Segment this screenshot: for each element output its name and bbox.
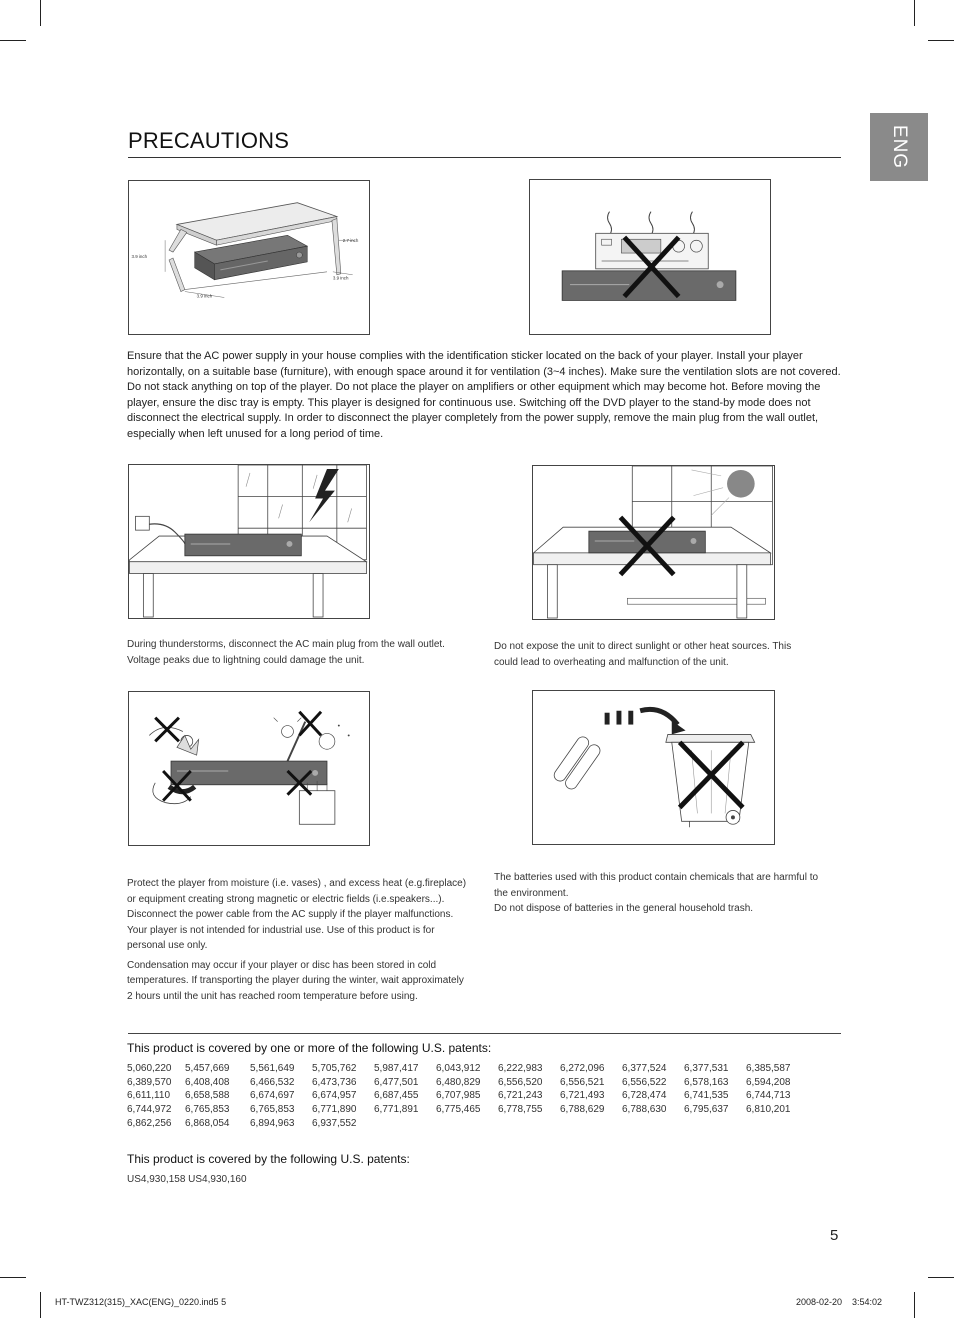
patent-number: 6,765,853 bbox=[185, 1104, 230, 1116]
battery-caption bbox=[494, 870, 834, 917]
clearance-label-top: 2.7 inch bbox=[342, 238, 359, 244]
patent-number: 6,556,522 bbox=[622, 1076, 667, 1088]
clearance-label-right: 3.9 inch bbox=[332, 275, 349, 281]
patent-number: 6,741,535 bbox=[684, 1090, 729, 1102]
patent-number: 6,744,713 bbox=[746, 1090, 791, 1102]
moisture-caption bbox=[127, 876, 467, 1004]
patent-number: 6,466,532 bbox=[250, 1076, 295, 1088]
patent-number: 6,480,829 bbox=[436, 1076, 481, 1088]
crop-mark bbox=[0, 1277, 26, 1278]
thunderstorm-caption-text: During thunderstorms, disconnect the AC main plug from the wall outlet. Voltage peaks due to lightning could damage the unit. bbox=[127, 639, 445, 666]
patent-number: 6,728,474 bbox=[622, 1090, 667, 1102]
battery-caption-text-1: The batteries used with this product contain chemicals that are harmful to the environment. bbox=[494, 872, 819, 899]
patent-number: 6,674,697 bbox=[250, 1090, 295, 1102]
crop-mark bbox=[914, 0, 915, 26]
language-tab-label: ENG bbox=[889, 124, 910, 170]
patent-number: 6,658,588 bbox=[185, 1090, 230, 1102]
patents-heading-1: This product is covered by one or more of the following U.S. patents: bbox=[127, 1041, 492, 1055]
patent-number: 6,744,972 bbox=[127, 1104, 172, 1116]
patent-number: 6,377,531 bbox=[684, 1063, 729, 1074]
page-number: 5 bbox=[830, 1227, 839, 1244]
crop-mark bbox=[40, 1292, 41, 1318]
clearance-label-bottom: 3.9 inch bbox=[196, 293, 213, 299]
moisture-drawing bbox=[129, 692, 369, 845]
patent-number: 6,771,891 bbox=[374, 1104, 419, 1116]
patent-number: 6,765,853 bbox=[250, 1104, 295, 1116]
crop-mark bbox=[928, 1277, 954, 1278]
patent-number: 5,457,669 bbox=[185, 1063, 230, 1074]
patent-number: 6,771,890 bbox=[312, 1104, 357, 1116]
language-tab bbox=[870, 113, 928, 181]
page-title: PRECAUTIONS bbox=[128, 128, 290, 153]
sunlight-drawing bbox=[533, 466, 774, 619]
patent-number: 6,721,243 bbox=[498, 1090, 543, 1102]
patent-number: 6,778,755 bbox=[498, 1104, 543, 1116]
moisture-caption-text-2: Condensation may occur if your player or disc has been stored in cold temperatures. If transporting the player during the winter, wait approximately 2 hours until the unit has reached room temperature before using. bbox=[127, 959, 464, 1002]
patent-number: 6,810,201 bbox=[746, 1104, 791, 1116]
patent-single-list: US4,930,158 US4,930,160 bbox=[127, 1174, 247, 1185]
patent-number: 6,473,736 bbox=[312, 1076, 357, 1088]
battery-caption-text-2: Do not dispose of batteries in the general household trash. bbox=[494, 903, 754, 914]
clearance-label-left: 3.9 inch bbox=[131, 253, 148, 259]
patent-number: 5,561,649 bbox=[250, 1063, 295, 1074]
patent-number: 6,578,163 bbox=[684, 1076, 729, 1088]
patent-number: 6,594,208 bbox=[746, 1076, 791, 1088]
patent-number: 6,556,521 bbox=[560, 1076, 605, 1088]
thunderstorm-illustration bbox=[128, 464, 370, 619]
patent-number: 6,788,630 bbox=[622, 1104, 667, 1116]
no-stacking-illustration bbox=[529, 179, 771, 335]
sunlight-illustration bbox=[532, 465, 775, 620]
intro-paragraph: Ensure that the AC power supply in your house complies with the identification sticker located on the back of your player. Install your player horizontally, on a suitable base (furniture), with enough space around it for ventilation (3~4 inches). Make sure the ventilation slots are not covered. Do not stack anything on top of the player. Do not place the player on amplifiers or other equipment which may become hot. Before moving the player, ensure the disc tray is empty. This player is designed for continuous use. Switching off the DVD player to the stand-by mode does not disconnect the electrical supply. In order to disconnect the player completely from the power supply, remove the main plug from the wall outlet, especially when left unused for a long period of time. bbox=[127, 350, 841, 440]
patent-number: 6,795,637 bbox=[684, 1104, 729, 1116]
crop-mark bbox=[914, 1292, 915, 1318]
patent-number: 6,385,587 bbox=[746, 1063, 791, 1074]
patent-number: 6,937,552 bbox=[312, 1117, 357, 1129]
moisture-caption-text-1: Protect the player from moisture (i.e. vases) , and excess heat (e.g.fireplace) or equipment creating strong magnetic or electric fields (i.e.speakers...). Disconnect the power cable from the AC supply if the player malfunctions. Your player is not intended for industrial use. Use of this product is for personal use only. bbox=[127, 878, 467, 951]
sunlight-caption bbox=[494, 639, 804, 670]
ventilation-illustration bbox=[128, 180, 370, 335]
sunlight-caption-text: Do not expose the unit to direct sunlight or other heat sources. This could lead to overheating and malfunction of the unit. bbox=[494, 641, 792, 668]
patent-number: 5,060,220 bbox=[127, 1063, 172, 1074]
ventilation-drawing bbox=[129, 181, 369, 334]
patent-number: 6,868,054 bbox=[185, 1117, 230, 1129]
patent-number: 6,272,096 bbox=[560, 1063, 605, 1074]
battery-disposal-illustration bbox=[532, 690, 775, 845]
patent-number: 6,377,524 bbox=[622, 1063, 667, 1074]
patent-number: 6,687,455 bbox=[374, 1090, 419, 1102]
patent-number: 5,987,417 bbox=[374, 1063, 419, 1074]
thunderstorm-caption bbox=[127, 637, 447, 668]
patent-number: 6,477,501 bbox=[374, 1076, 419, 1088]
footer-timestamp: 2008-02-20 3:54:02 bbox=[796, 1297, 883, 1307]
patent-number: 6,707,985 bbox=[436, 1090, 481, 1102]
patent-number: 6,611,110 bbox=[127, 1090, 171, 1102]
patent-number: 5,705,762 bbox=[312, 1063, 357, 1074]
crop-mark bbox=[40, 0, 41, 26]
patent-number: 6,788,629 bbox=[560, 1104, 605, 1116]
patent-number: 6,775,465 bbox=[436, 1104, 481, 1116]
patents-heading-2: This product is covered by the following U.S. patents: bbox=[127, 1152, 410, 1166]
patent-number: 6,408,408 bbox=[185, 1076, 230, 1088]
patent-number: 6,556,520 bbox=[498, 1076, 543, 1088]
title-rule bbox=[128, 157, 841, 158]
battery-disposal-drawing bbox=[533, 691, 774, 844]
patent-number: 6,222,983 bbox=[498, 1063, 543, 1074]
thunderstorm-drawing bbox=[129, 465, 369, 618]
crop-mark bbox=[0, 40, 26, 41]
patent-number: 6,721,493 bbox=[560, 1090, 605, 1102]
footer-filename: HT-TWZ312(315)_XAC(ENG)_0220.ind5 5 bbox=[55, 1297, 227, 1307]
patent-number: 6,043,912 bbox=[436, 1063, 481, 1074]
patent-number: 6,862,256 bbox=[127, 1117, 172, 1129]
section-divider bbox=[128, 1033, 841, 1034]
patent-number: 6,389,570 bbox=[127, 1076, 172, 1088]
patent-number-grid bbox=[127, 1062, 827, 1131]
patent-number: 6,894,963 bbox=[250, 1117, 295, 1129]
no-stacking-drawing bbox=[530, 180, 770, 334]
moisture-illustration bbox=[128, 691, 370, 846]
crop-mark bbox=[928, 40, 954, 41]
patent-number: 6,674,957 bbox=[312, 1090, 357, 1102]
